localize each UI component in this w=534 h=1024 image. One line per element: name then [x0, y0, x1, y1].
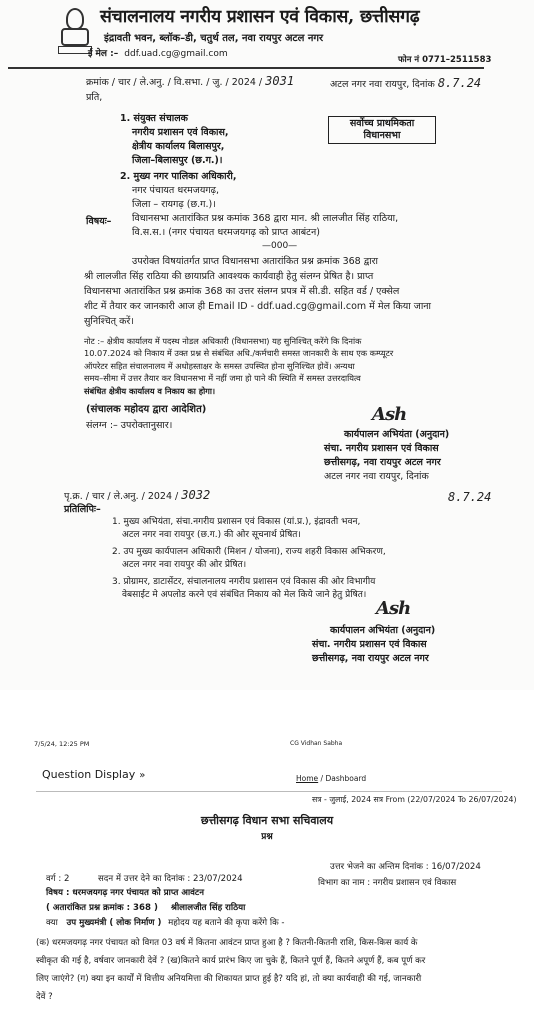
ask-suffix: महोदय यह बताने की कृपा करेंगे कि -: [168, 918, 285, 928]
signatory-line: छत्तीसगढ़, नवा रायपुर अटल नगर: [324, 457, 441, 468]
recipient-line: 2. मुख्य नगर पालिका अधिकारी,: [120, 171, 237, 182]
recipient-line: नगर पंचायत धरमजयगढ़,: [132, 185, 220, 196]
enclosure-line: संलग्न :– उपरोक्तानुसार।: [86, 420, 173, 431]
house-answer-date: सदन में उत्तर देने का दिनांक : 23/07/2024: [98, 874, 243, 884]
recipient-2: [120, 170, 237, 212]
copy-date-handwritten: 8.7.24: [448, 490, 492, 504]
note-line: 10.07.2024 को निकाय में उक्त प्रश्न से संबंधित अधि./कर्मचारी समस्त जानकारी के साथ एक कम्प्यूटर: [84, 348, 394, 359]
email-label: ई मेल :–: [88, 49, 119, 59]
letterhead-divider: [8, 67, 484, 69]
question-subject: विषय : धरमजयगढ़ नगर पंचायत को प्राप्त आवंटन: [46, 888, 205, 898]
note-line: नोट :– क्षेत्रीय कार्यालय में पदस्थ नोडल अधिकारी (विधानसभा) यह सुनिश्चित् करेंगे कि दिनांक: [84, 336, 362, 346]
letterhead-phone: फोन नं 0771–2511583: [398, 55, 492, 65]
question-intro: [46, 916, 285, 928]
signatory-2: [306, 624, 435, 666]
note-line: संबंधित क्षेत्रीय कार्यालय व निकाय का होगा।: [84, 385, 216, 396]
reference-place-date: [330, 76, 481, 90]
copy-reference-text: पृ.क्र. / चार / ले.अनु. / 2024 /: [64, 491, 179, 502]
signatory-1: [318, 428, 449, 484]
email-value: ddf.uad.cg@gmail.com: [124, 49, 228, 59]
divider-mark: —000—: [262, 241, 298, 251]
question-line: देवें ?: [36, 992, 53, 1002]
subject-line: वि.स.स.। (नगर पंचायत धरमजयगढ़ को प्राप्त आबंटन): [132, 227, 320, 238]
copy-label: प्रतिलिपिः–: [64, 504, 101, 515]
letterhead-title: संचालनालय नगरीय प्रशासन एवं विकास, छत्तीसगढ़: [100, 7, 420, 27]
question-type: [46, 901, 245, 913]
question-number: ( अतारांकित प्रश्न क्रमांक : 368 ): [46, 903, 158, 913]
letter-body: [84, 254, 431, 329]
page-title-text: Question Display: [42, 768, 136, 781]
reference-number-text: क्रमांक / चार / ले.अनु. / वि.सभा. / जु. / 2024 /: [86, 77, 263, 88]
minister-title: उप मुख्यमंत्री ( लोक निर्माण ): [66, 918, 162, 928]
subject: [132, 212, 398, 240]
site-name: CG Vidhan Sabha: [290, 740, 343, 747]
recipient-line: जिला–बिलासपुर (छ.ग.)।: [132, 155, 223, 166]
breadcrumb: [296, 774, 366, 783]
question-line: लिए जाएंगे? (ग) क्या इन कार्यों में वित्तीय अनियमित्ता की शिकायत प्राप्त हुई है? यदि हां, तो क्या कार्यवाही की गई, जानकारी: [36, 974, 422, 984]
letterhead-email: [88, 46, 228, 59]
note-line: ऑपरेटर सहित संचालनालय में अधोहस्ताक्षर के समस्त उपस्थित होना सुनिश्चित होवें। अन्यथा: [84, 360, 355, 371]
signature-1: Ash: [372, 404, 407, 425]
organization-title: छत्तीसगढ़ विधान सभा सचिवालय: [200, 814, 334, 827]
ask-prefix: क्या: [46, 918, 58, 928]
signatory-line: संचा. नगरीय प्रशासन एवं विकास: [312, 639, 427, 650]
signature-2: Ash: [376, 598, 411, 619]
answer-deadline: उत्तर भेजने का अन्तिम दिनांक : 16/07/2024: [330, 862, 481, 872]
to-label: प्रति,: [86, 92, 103, 103]
question-line: स्वीकृत की गई है, वर्षवार जानकारी देवें ? (ख)कितने कार्य प्रारंभ किए जा चुके हैं, कितने पूर्ण हैं, कितने अपूर्ण हैं, कब पूर्ण कर: [36, 956, 426, 966]
session-info: सत्र - जुलाई, 2024 सत्र From (22/07/2024 To 26/07/2024): [312, 795, 517, 804]
recipient-line: क्षेत्रीय कार्यालय बिलासपुर,: [132, 141, 225, 152]
copy-reference-handwritten: 3032: [181, 488, 211, 502]
signatory-line: अटल नगर नवा रायपुर, दिनांक: [324, 471, 429, 482]
reference-number-handwritten: 3031: [265, 74, 295, 88]
note-line: समय–सीमा में उत्तर तैयार कर विधानसभा में नहीं जमा हो पाने की स्थिति में समस्त उत्तरदायित्व: [84, 373, 361, 384]
member-name: श्रीलालजीत सिंह राठिया: [170, 903, 246, 913]
copy-item: वेबसाईट मे अपलोड करने एवं संबंधित निकाय को मेल किये जाने हेतु प्रेषित।: [122, 590, 367, 600]
body-line: शीट में तैयार कर जानकारी आज ही Email ID - ddf.uad.cg@gmail.com में मेल किया जाना: [84, 301, 432, 312]
body-line: सुनिश्चित् करें।: [84, 316, 134, 327]
copy-item: 1. मुख्य अभियंता, संचा.नगरीय प्रशासन एवं विकास (यां.प्र.), इंद्रावती भवन,: [112, 517, 361, 527]
copy-item: 2. उप मुख्य कार्यपालन अधिकारी (मिशन / योजना), राज्य शहरी विकास अभिकरण,: [112, 547, 386, 557]
signatory-line: छत्तीसगढ़, नवा रायपुर अटल नगर: [312, 653, 429, 664]
subject-label: विषयः–: [86, 216, 112, 227]
document-type: प्रश्न: [261, 832, 273, 842]
breadcrumb-home-link[interactable]: Home: [296, 774, 319, 783]
breadcrumb-current: Dashboard: [325, 774, 367, 783]
letterhead-address: इंद्रावती भवन, ब्लॉक–डी, चतुर्थ तल, नवा रायपुर अटल नगर: [104, 33, 324, 44]
body-line: विधानसभा अतारांकित प्रश्न क्रमांक 368 का उत्तर संलग्न प्रपत्र में सी.डी. सहित वर्ड / एक्सेल: [84, 286, 400, 297]
signatory-line: संचा. नगरीय प्रशासन एवं विकास: [324, 443, 439, 454]
recipient-line: 1. संयुक्त संचालक: [120, 113, 188, 124]
subject-line: विधानसभा अतारांकित प्रश्न कमांक 368 द्वारा मान. श्री लालजीत सिंह राठिया,: [132, 213, 399, 224]
print-timestamp: 7/5/24, 12:25 PM: [34, 740, 90, 748]
body-line: उपरोक्त विषयांतर्गत प्राप्त विधानसभा अतारांकित प्रश्न क्रमांक 368 द्वारा: [132, 256, 378, 267]
question-display-screen: [0, 700, 534, 1024]
priority-label: सर्वोच्च प्राथमिकता: [349, 118, 415, 129]
priority-box: [328, 116, 436, 144]
letter-note: [84, 335, 393, 397]
reference-date-handwritten: 8.7.24: [437, 76, 482, 90]
priority-sublabel: विधानसभा: [363, 130, 401, 141]
body-line: श्री लालजीत सिंह राठिया की छायाप्रति आवश्यक कार्यवाही हेतु संलग्न प्रेषित है। प्राप्त: [84, 271, 374, 282]
breadcrumb-separator: /: [320, 774, 324, 783]
order-line: (संचालक महोदय द्वारा आदेशित): [86, 404, 207, 415]
copy-item: अटल नगर नवा रायपुर (छ.ग.) की ओर सूचनार्थ प्रेषित।: [122, 530, 301, 540]
page-title: [42, 768, 145, 781]
recipient-line: जिला – रायगढ़ (छ.ग.)।: [132, 199, 216, 210]
recipient-1: [120, 112, 229, 168]
signatory-line: कार्यपालन अभियंता (अनुदान): [344, 429, 450, 440]
header-divider: [36, 791, 502, 792]
question-text: [36, 934, 425, 1006]
copy-item: 3. प्रोग्रामर, डाटासेंटर, संचालनालय नगरीय प्रशासन एवं विकास की ओर विभागीय: [112, 577, 376, 587]
question-line: (क) धरमजयगढ़ नगर पंचायत को विगत 03 वर्ष में कितना आवंटन प्राप्त हुआ है ? कितनी-कितनी राशि, किस-किस कार्य के: [36, 938, 418, 948]
copy-item: अटल नगर नवा रायपुर की ओर प्रेषित।: [122, 560, 247, 570]
copy-list: [112, 516, 386, 602]
signatory-line: कार्यपालन अभियंता (अनुदान): [330, 625, 436, 636]
reference-place: अटल नगर नवा रायपुर, दिनांक: [330, 79, 435, 90]
copy-reference: [64, 488, 210, 502]
reference-number: [86, 74, 294, 88]
double-chevron-right-icon: »: [139, 770, 146, 781]
recipient-line: नगरीय प्रशासन एवं विकास,: [132, 127, 229, 138]
question-category: वर्ग : 2: [46, 874, 70, 884]
department-name: विभाग का नाम : नगरीय प्रशासन एवं विकास: [318, 878, 457, 888]
